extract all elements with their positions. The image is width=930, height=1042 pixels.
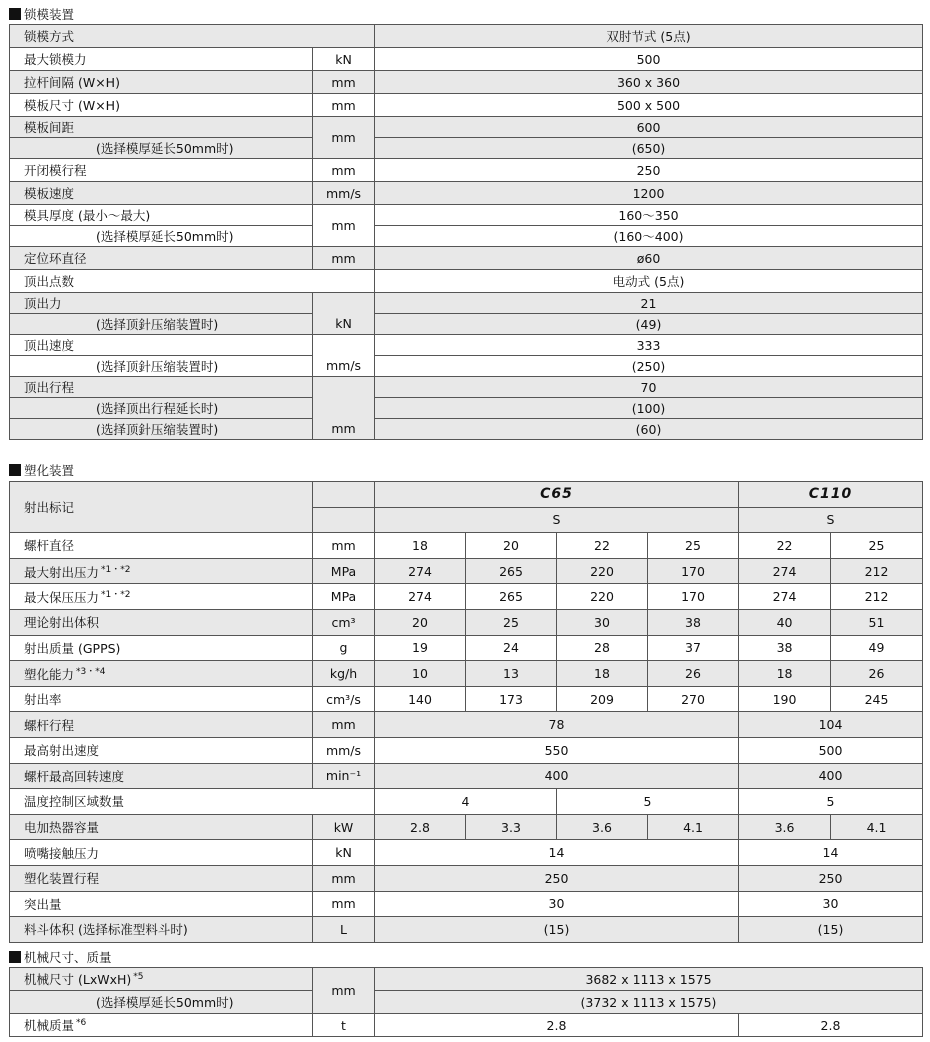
unit-header-cell <box>313 482 375 508</box>
row-value: 19 <box>375 635 466 661</box>
row-label: 拉杆间隔 (W×H) <box>10 71 313 94</box>
machine-table <box>9 967 923 1037</box>
row-value: (15) <box>375 917 739 943</box>
row-value: 18 <box>557 661 648 687</box>
row-unit: kg/h <box>313 661 375 687</box>
table-row <box>10 335 923 356</box>
section-title-text: 塑化装置 <box>24 463 75 478</box>
row-unit: cm³ <box>313 609 375 635</box>
row-value: 26 <box>831 661 923 687</box>
row-value: 190 <box>739 686 831 712</box>
plast-table <box>9 481 923 943</box>
table-row <box>10 763 923 789</box>
table-row <box>10 182 923 205</box>
row-sublabel: (选择模厚延长50mm时) <box>10 138 313 159</box>
row-value: 2.8 <box>739 1014 923 1037</box>
row-sublabel: (选择顶針压缩装置时) <box>10 356 313 377</box>
row-value: 70 <box>375 377 923 398</box>
row-label: 模具厚度 (最小～最大) <box>10 205 313 226</box>
table-row <box>10 71 923 94</box>
row-unit: min⁻¹ <box>313 763 375 789</box>
row-value: 220 <box>557 584 648 610</box>
row-value: (250) <box>375 356 923 377</box>
row-value: 209 <box>557 686 648 712</box>
table-row <box>10 205 923 226</box>
row-value: 265 <box>466 584 557 610</box>
row-unit: mm <box>313 533 375 559</box>
table-row <box>10 533 923 559</box>
row-value: 140 <box>375 686 466 712</box>
row-label: 顶出速度 <box>10 335 313 356</box>
row-value: 5 <box>739 789 923 815</box>
table-row <box>10 377 923 398</box>
row-value: 250 <box>375 159 923 182</box>
table-row <box>10 138 923 159</box>
row-value: 4.1 <box>831 814 923 840</box>
row-value: 3.6 <box>739 814 831 840</box>
footnote-mark: *5 <box>133 972 144 982</box>
row-unit: mm <box>313 117 375 159</box>
row-value: 160～350 <box>375 205 923 226</box>
table-row <box>10 159 923 182</box>
row-label-text: 射出率 <box>24 692 62 708</box>
row-value: 550 <box>375 737 739 763</box>
row-value: 78 <box>375 712 739 738</box>
row-value: 270 <box>648 686 739 712</box>
row-value: 37 <box>648 635 739 661</box>
row-unit: t <box>313 1014 375 1037</box>
row-unit: cm³/s <box>313 686 375 712</box>
table-row <box>10 609 923 635</box>
row-value: 265 <box>466 558 557 584</box>
table-row <box>10 293 923 314</box>
table-row <box>10 48 923 71</box>
row-unit: mm <box>313 205 375 247</box>
row-value: 500 <box>375 48 923 71</box>
row-unit: mm <box>313 247 375 270</box>
table-row <box>10 94 923 117</box>
row-value: 220 <box>557 558 648 584</box>
section-title-text: 机械尺寸、质量 <box>24 950 112 965</box>
table-row <box>10 226 923 247</box>
square-bullet-icon <box>9 8 21 20</box>
row-label: 定位环直径 <box>10 247 313 270</box>
table-row <box>10 891 923 917</box>
table-row <box>10 356 923 377</box>
row-label-text: 最大射出压力 <box>24 564 100 580</box>
row-value: 400 <box>739 763 923 789</box>
table-row <box>10 1014 923 1037</box>
row-value: 212 <box>831 584 923 610</box>
row-sublabel: (选择模厚延长50mm时) <box>10 226 313 247</box>
row-value: 30 <box>739 891 923 917</box>
row-value: (3732 x 1113 x 1575) <box>375 991 923 1014</box>
row-value: 170 <box>648 584 739 610</box>
row-label <box>10 661 313 687</box>
row-value: 2.8 <box>375 814 466 840</box>
row-unit: mm <box>313 865 375 891</box>
row-value: (650) <box>375 138 923 159</box>
row-label <box>10 635 313 661</box>
row-unit: kN <box>313 293 375 335</box>
row-value: 26 <box>648 661 739 687</box>
row-unit: MPa <box>313 584 375 610</box>
section-title-clamp <box>9 5 74 23</box>
row-value: 18 <box>739 661 831 687</box>
row-value: 274 <box>739 584 831 610</box>
row-sublabel: (选择顶出行程延长时) <box>10 398 313 419</box>
row-value: ø60 <box>375 247 923 270</box>
row-value: 5 <box>557 789 739 815</box>
footnote-mark: *6 <box>76 1018 87 1028</box>
table-row <box>10 865 923 891</box>
row-label-text: 射出质量 (GPPS) <box>24 640 121 656</box>
row-value: 400 <box>375 763 739 789</box>
row-value: 4.1 <box>648 814 739 840</box>
table-row <box>10 968 923 991</box>
row-label <box>10 609 313 635</box>
table-row <box>10 558 923 584</box>
row-value: 10 <box>375 661 466 687</box>
row-unit: mm/s <box>313 182 375 205</box>
row-sublabel: (选择顶針压缩装置时) <box>10 314 313 335</box>
row-value: 333 <box>375 335 923 356</box>
table-row <box>10 117 923 138</box>
row-unit: mm <box>313 968 375 1014</box>
row-label: 射出标记 <box>10 482 313 533</box>
row-label: 最大锁模力 <box>10 48 313 71</box>
row-value: 22 <box>739 533 831 559</box>
row-label <box>10 584 313 610</box>
model-c65-label: C65 <box>540 486 573 503</box>
row-label: 喷嘴接触压力 <box>10 840 313 866</box>
row-value: 3682 x 1113 x 1575 <box>375 968 923 991</box>
row-value: 245 <box>831 686 923 712</box>
row-value: 21 <box>375 293 923 314</box>
row-label <box>10 533 313 559</box>
row-value: 25 <box>466 609 557 635</box>
row-label: 模板速度 <box>10 182 313 205</box>
row-value: 173 <box>466 686 557 712</box>
row-unit: kN <box>313 48 375 71</box>
row-value: 212 <box>831 558 923 584</box>
row-label: 锁模方式 <box>10 25 375 48</box>
table-row <box>10 270 923 293</box>
row-unit: mm <box>313 94 375 117</box>
row-unit: mm/s <box>313 335 375 377</box>
footnote-mark: *1・*2 <box>101 564 131 575</box>
row-value: 170 <box>648 558 739 584</box>
screw-type: S <box>375 507 739 533</box>
row-value: 30 <box>375 891 739 917</box>
row-unit: mm <box>313 159 375 182</box>
row-unit: kN <box>313 840 375 866</box>
table-row <box>10 25 923 48</box>
row-value: 40 <box>739 609 831 635</box>
row-value: (160～400) <box>375 226 923 247</box>
row-value: 360 x 360 <box>375 71 923 94</box>
row-value: 20 <box>466 533 557 559</box>
square-bullet-icon <box>9 951 21 963</box>
row-value: 14 <box>375 840 739 866</box>
table-row <box>10 686 923 712</box>
row-label: 电加热器容量 <box>10 814 313 840</box>
row-label-text: 最大保压压力 <box>24 590 100 606</box>
model-c110-label: C110 <box>808 486 853 503</box>
table-row <box>10 661 923 687</box>
row-unit: mm <box>313 891 375 917</box>
row-label: 顶出行程 <box>10 377 313 398</box>
row-value: 600 <box>375 117 923 138</box>
row-value: 1200 <box>375 182 923 205</box>
row-value: 500 <box>739 737 923 763</box>
row-label: 顶出力 <box>10 293 313 314</box>
row-label-text: 塑化能力 <box>24 666 75 682</box>
row-value: 274 <box>739 558 831 584</box>
row-value: (15) <box>739 917 923 943</box>
row-value: 274 <box>375 558 466 584</box>
table-row <box>10 584 923 610</box>
square-bullet-icon <box>9 464 21 476</box>
row-label-text: 螺杆直径 <box>24 538 75 554</box>
table-row <box>10 991 923 1014</box>
row-unit: mm <box>313 377 375 440</box>
row-value: (60) <box>375 419 923 440</box>
section-title-text: 锁模装置 <box>24 7 75 22</box>
row-label: 顶出点数 <box>10 270 375 293</box>
row-value: 双肘节式 (5点) <box>375 25 923 48</box>
table-row <box>10 635 923 661</box>
table-row <box>10 247 923 270</box>
row-value: 274 <box>375 584 466 610</box>
row-unit: mm <box>313 71 375 94</box>
row-value: 30 <box>557 609 648 635</box>
row-label: 螺杆行程 <box>10 712 313 738</box>
row-label: 料斗体积 (选择标准型料斗时) <box>10 917 313 943</box>
row-value: 25 <box>831 533 923 559</box>
row-value: 电动式 (5点) <box>375 270 923 293</box>
row-value: 25 <box>648 533 739 559</box>
row-label: 塑化装置行程 <box>10 865 313 891</box>
table-row <box>10 398 923 419</box>
table-row <box>10 917 923 943</box>
row-value: 28 <box>557 635 648 661</box>
row-label: 机械尺寸 (LxWxH) <box>24 972 132 987</box>
row-unit: MPa <box>313 558 375 584</box>
row-label: 模板间距 <box>10 117 313 138</box>
row-label: 模板尺寸 (W×H) <box>10 94 313 117</box>
row-label <box>10 686 313 712</box>
row-value: 14 <box>739 840 923 866</box>
row-sublabel: (选择模厚延长50mm时) <box>10 991 313 1014</box>
unit-header-cell <box>313 507 375 533</box>
row-label: 机械质量 <box>24 1018 75 1033</box>
row-value: 250 <box>739 865 923 891</box>
row-value: 250 <box>375 865 739 891</box>
table-row <box>10 814 923 840</box>
row-label: 温度控制区域数量 <box>10 789 375 815</box>
row-unit: L <box>313 917 375 943</box>
row-unit: kW <box>313 814 375 840</box>
row-unit: mm/s <box>313 737 375 763</box>
row-value: 104 <box>739 712 923 738</box>
clamp-table <box>9 24 923 440</box>
screw-type: S <box>739 507 923 533</box>
table-row <box>10 712 923 738</box>
row-value: 3.6 <box>557 814 648 840</box>
table-row <box>10 840 923 866</box>
row-value: 20 <box>375 609 466 635</box>
footnote-mark: *1・*2 <box>101 590 131 601</box>
row-value: 2.8 <box>375 1014 739 1037</box>
row-value: 18 <box>375 533 466 559</box>
row-label <box>10 558 313 584</box>
table-row <box>10 419 923 440</box>
row-value: 13 <box>466 661 557 687</box>
row-value: 38 <box>648 609 739 635</box>
section-title-plast <box>9 461 74 479</box>
row-sublabel: (选择顶針压缩装置时) <box>10 419 313 440</box>
table-row <box>10 314 923 335</box>
row-value: (49) <box>375 314 923 335</box>
row-value: 38 <box>739 635 831 661</box>
row-value: 3.3 <box>466 814 557 840</box>
row-value: 24 <box>466 635 557 661</box>
section-title-machine <box>9 948 112 966</box>
row-value: 500 x 500 <box>375 94 923 117</box>
row-value: 51 <box>831 609 923 635</box>
row-label: 最高射出速度 <box>10 737 313 763</box>
footnote-mark: *3・*4 <box>76 666 106 677</box>
row-label: 突出量 <box>10 891 313 917</box>
table-row <box>10 789 923 815</box>
row-unit: g <box>313 635 375 661</box>
row-value: 49 <box>831 635 923 661</box>
row-label-text: 理论射出体积 <box>24 615 100 631</box>
row-label: 开闭模行程 <box>10 159 313 182</box>
row-value: 22 <box>557 533 648 559</box>
row-value: (100) <box>375 398 923 419</box>
table-row <box>10 737 923 763</box>
row-unit: mm <box>313 712 375 738</box>
row-label: 螺杆最高回转速度 <box>10 763 313 789</box>
table-row <box>10 482 923 508</box>
row-value: 4 <box>375 789 557 815</box>
